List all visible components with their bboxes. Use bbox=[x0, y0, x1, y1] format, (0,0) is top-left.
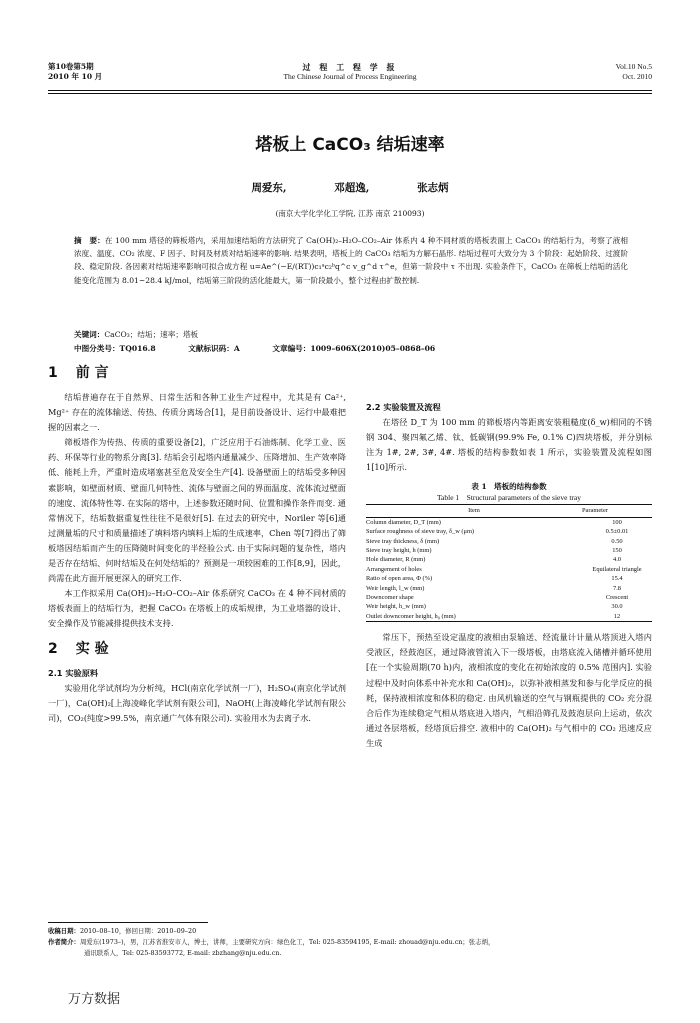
right-column bbox=[366, 362, 652, 751]
header-rule-thick bbox=[48, 90, 652, 91]
bio-line bbox=[48, 937, 652, 948]
bio-text: 周爱东(1973–)，男，江苏省淮安市人，博士，讲师，主要研究方向：绿色化工，Tel: 025-83594195, E-mail: zhouad@nju.edu.cn；张志炳， bbox=[79, 938, 495, 946]
table-row bbox=[366, 584, 652, 593]
table-cell-item: Ratio of open area, Φ (%) bbox=[366, 575, 433, 583]
table-cell-item: Sieve tray thickness, δ (mm) bbox=[366, 537, 440, 545]
header-date-en: Oct. 2010 bbox=[622, 72, 652, 81]
running-header bbox=[48, 62, 652, 92]
clc-number: 中图分类号：TQ016.8 bbox=[74, 344, 156, 353]
table-cell-item: Hole diameter, R (mm) bbox=[366, 556, 426, 564]
table-cell-item: Surface roughness of sieve tray, δ_w (μm) bbox=[366, 528, 475, 536]
section-heading-1 bbox=[48, 362, 346, 384]
doc-code: 文献标识码：A bbox=[188, 344, 240, 353]
table-body bbox=[366, 517, 652, 621]
keywords bbox=[74, 328, 628, 341]
affiliation: (南京大学化学化工学院, 江苏 南京 210093) bbox=[275, 209, 425, 218]
received-label: 收稿日期： bbox=[48, 927, 80, 935]
table-cell-item: Outlet downcomer height, h₀ (mm) bbox=[366, 612, 582, 622]
footnotes bbox=[48, 926, 652, 959]
table-cell-value: 30.0 bbox=[611, 603, 623, 611]
contact-text: 通讯联系人，Tel: 025-83593772, E-mail: zbzhang@nju.edu.cn. bbox=[84, 949, 282, 957]
table-header-parameter: Parameter bbox=[582, 505, 652, 517]
watermark: 万方数据 bbox=[68, 992, 121, 1007]
section-heading-2 bbox=[48, 638, 346, 660]
intro-paragraph-1: 结垢普遍存在于自然界、日常生活和各种工业生产过程中，尤其是有 Ca²⁺, Mg²⁺ 存在的流体输送、传热、传质分离场合[1]，是目前设备设计、运行中最难把握的因素之一. bbox=[48, 392, 346, 433]
apparatus-paragraph: 在塔径 D_T 为 100 mm 的筛板塔内等距离安装粗糙度(δ_w)相同的不锈钢 304、聚四氟乙烯、钛、低碳钢(99.9% Fe, 0.1% C)四块塔板，并分别标注为 1#, 2#, 3#, 4#. 塔板的结构参数如表 1 所示，实验装置及流程如图 1[10]所示. bbox=[366, 417, 652, 473]
header-volume-cn: 第10卷第5期 bbox=[48, 62, 94, 71]
table-cell-value: 0.50 bbox=[611, 537, 623, 545]
abstract-label: 摘 要： bbox=[74, 236, 105, 245]
table-cell-value: 4.0 bbox=[613, 556, 621, 564]
table-row bbox=[366, 555, 652, 564]
author-3: 张志炳 bbox=[417, 182, 449, 194]
procedure-paragraph: 常压下，预热至设定温度的液相由泵输送、经流量计计量从塔顶进入塔内受液区，经鼓泡区，通过降液管流入下一级塔板，由塔底流入储槽并循环使用[在一个实验周期(70 h)内，液相浓度的变化在初始浓度的 0.5% 范围内]. 实验过程中及时向体系中补充水和 Ca(OH)₂，以弥补液相蒸发和参与化学反应的损耗，保持液相浓度和体积的稳定. 由风机输送的空气与钢瓶提供的 CO₂ 充分混合后作为连续稳定气相从塔底进入塔内，气相沿筛孔及鼓泡层向上运动，依次通过各层塔板，经塔顶后排空. 液相中的 Ca(OH)₂ 与气相中的 CO₂ 迅速反应生成 bbox=[366, 632, 652, 748]
contact-line bbox=[48, 948, 652, 959]
intro-paragraph-2: 筛板塔作为传热、传质的重要设备[2]，广泛应用于石油炼制、化学工业、医药、环保等行业的物系分离[3]. 结垢会引起塔内通量减少、压降增加、生产效率降低、能耗上升，严重时造成堵塞甚至危及安全生产[4]. 设备壁面上的结垢受多种因素影响，如壁面材质、壁面几何特性、流体与壁面之间的界面温度、流体流过壁面的速度、流体特性等. 在实际的塔中，上述参数还随时间、位置和操作条件而变. 通常情况下，结垢数据重复性往往不是很好[5]. 在过去的研究中，Noriler 等[6]通过测量垢的尺寸和质量描述了填料塔内填料上垢的生成速率，Chen 等[7]得出了筛板塔因结垢而产生的压降随时间变化的半经验公式. 由于实际问题的复杂性，塔内是否存在结垢、何时结垢及在何处结垢的？预测是一项较困难的工作[8,9]，因此，尚需在此方面开展更深入的研究工作. bbox=[48, 437, 346, 584]
table-header-row bbox=[366, 505, 652, 517]
section-number: 1 bbox=[48, 365, 58, 381]
received-line bbox=[48, 926, 652, 937]
author-2: 邓超逸, bbox=[334, 182, 370, 194]
table-cell-item: Downcomer shape bbox=[366, 594, 414, 602]
table-cell-value: Crescent bbox=[605, 594, 629, 602]
section-title: 实 验 bbox=[75, 640, 109, 657]
abstract-text: 在 100 mm 塔径的筛板塔内，采用加速结垢的方法研究了 Ca(OH)₂–H₂O–CO₂–Air 体系内 4 种不同材质的塔板表面上 CaCO₃ 的结垢行为，考察了液相浓度、温度、CO₂ 浓度、F 因子、时间及材质对结垢速率的影响. 结果表明，塔板上的 CaCO₃ 结垢为方解石晶形. 结垢过程可大致分为 3 个阶段：起始阶段、过渡阶段、稳定阶段. 各因素对结垢速率影响可拟合成方程 u=Ae^(−E/(RT))c₁ᵃc₂ᵇq^c v_g^d τ^e，但第一阶段中 τ 不出现. 实验条件下，CaCO₃ 在筛板上结垢的活化能变化范围为 8.01~28.4 kJ/mol，结垢第三阶段的活化能最大，第一阶段最小，整个过程由扩散控制. bbox=[74, 236, 628, 285]
author-1: 周爱东, bbox=[251, 182, 287, 194]
table-row bbox=[366, 527, 652, 536]
table-cell-item: Arrangement of holes bbox=[366, 565, 422, 573]
table-cell-value: 12 bbox=[582, 612, 652, 622]
author-list bbox=[0, 180, 700, 195]
header-journal bbox=[48, 62, 652, 82]
received-text: 2010–08–10，修回日期：2010–09–20 bbox=[79, 927, 197, 935]
table-caption-en: Table 1 Structural parameters of the sieve tray bbox=[436, 493, 581, 503]
subsection-heading-2-2: 2.2 实验装置及流程 bbox=[366, 402, 441, 412]
left-column bbox=[48, 362, 346, 723]
section-title: 前 言 bbox=[75, 365, 109, 381]
table-cell-value: Equilateral triangle bbox=[592, 565, 642, 573]
table-caption bbox=[366, 481, 652, 503]
header-rule-thin bbox=[48, 93, 652, 94]
structural-parameters-table bbox=[366, 504, 652, 622]
header-issue-en bbox=[616, 62, 652, 82]
journal-name-en: The Chinese Journal of Process Engineering bbox=[283, 72, 417, 81]
header-volume-en: Vol.10 No.5 bbox=[615, 62, 652, 71]
keywords-text: CaCO₃；结垢；速率；塔板 bbox=[104, 330, 199, 339]
abstract bbox=[74, 234, 628, 287]
table-cell-item: Weir length, l_w (mm) bbox=[366, 584, 425, 592]
table-cell-value: 150 bbox=[612, 547, 622, 554]
table-caption-cn: 表 1 塔板的结构参数 bbox=[471, 482, 547, 492]
intro-paragraph-3: 本工作拟采用 Ca(OH)₂–H₂O–CO₂–Air 体系研究 CaCO₃ 在 4 种不同材质的塔板表面上的结垢行为，把握 CaCO₃ 在塔板上的成垢规律，为工业塔器的设计、安全操作及节能减排提供技术支持. bbox=[48, 588, 346, 629]
header-date-cn: 2010 年 10 月 bbox=[48, 72, 103, 81]
paper-title: 塔板上 CaCO₃ 结垢速率 bbox=[255, 135, 445, 155]
section-number: 2 bbox=[48, 640, 58, 657]
table-cell-item: Weir height, h_w (mm) bbox=[366, 603, 426, 611]
table-row bbox=[366, 574, 652, 583]
table-cell-item: Sieve tray height, h (mm) bbox=[366, 547, 432, 554]
journal-name-cn: 过 程 工 程 学 报 bbox=[302, 62, 398, 72]
article-number: 文章编号：1009–606X(2010)05–0868–06 bbox=[272, 344, 436, 353]
footnote-rule bbox=[48, 922, 208, 923]
table-header-item: Item bbox=[366, 505, 582, 517]
table-row bbox=[366, 517, 652, 527]
table-cell-value: 7.8 bbox=[613, 584, 621, 592]
subsection-heading-2-1: 2.1 实验原料 bbox=[48, 667, 99, 678]
table-cell-value: 100 bbox=[612, 518, 622, 526]
table-row bbox=[366, 565, 652, 574]
materials-paragraph: 实验用化学试剂均为分析纯，HCl(南京化学试剂一厂)，H₂SO₄(南京化学试剂一厂)，Ca(OH)₂[上海凌峰化学试剂有限公司]，NaOH(上海凌峰化学试剂有限公司)，CO₂(纯度>99.5%，南京通广气体有限公司). 实验用水为去离子水. bbox=[48, 682, 346, 723]
table-row bbox=[366, 593, 652, 602]
classification-line bbox=[74, 342, 628, 355]
keywords-label: 关键词： bbox=[74, 330, 105, 339]
bio-label: 作者简介： bbox=[48, 938, 80, 946]
table-row bbox=[366, 537, 652, 546]
table-cell-value: 0.5±0.01 bbox=[605, 528, 629, 536]
table-cell-item: Column diameter, D_T (mm) bbox=[366, 518, 441, 526]
table-cell-value: 15.4 bbox=[611, 575, 623, 583]
table-row bbox=[366, 546, 652, 555]
table-row bbox=[366, 602, 652, 611]
table-row bbox=[366, 612, 652, 622]
